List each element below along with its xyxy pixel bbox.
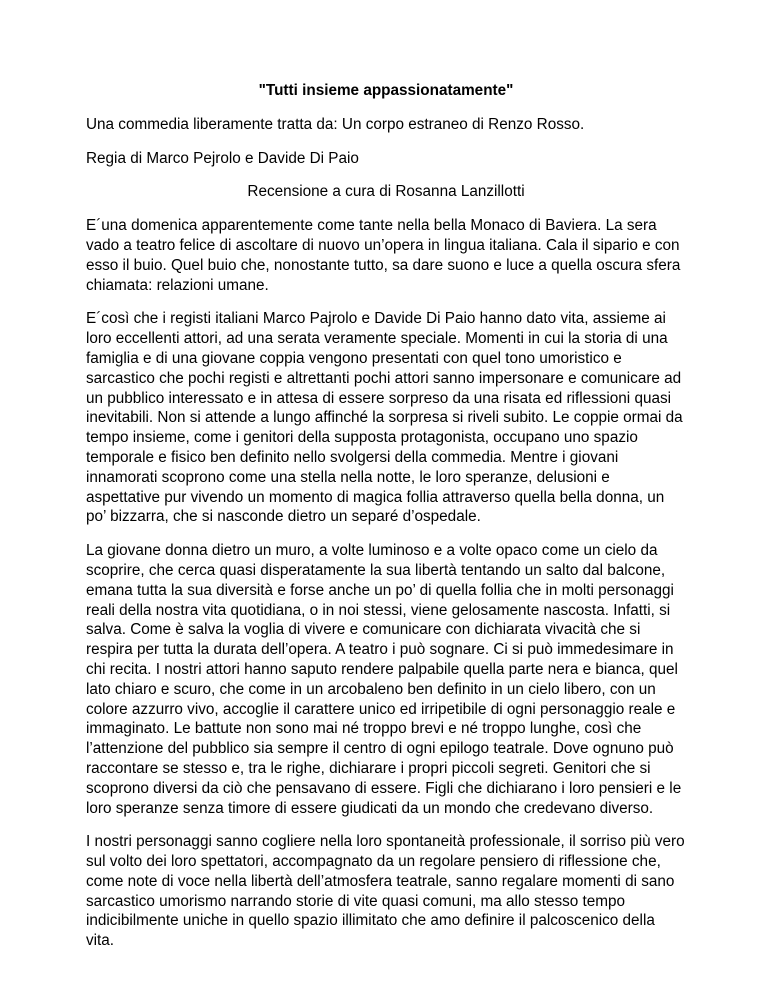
paragraph-intro: E´una domenica apparentemente come tante nella bella Monaco di Baviera. La sera vado a teatro felice di ascoltare di nuovo un’opera in lingua italiana. Cala il sipario e con esso il buio. Quel buio che, nonostante tutto, sa dare suono e luce a quella oscura sfera chiamata: relazioni umane.	[86, 217, 681, 294]
paragraph-young-woman: La giovane donna dietro un muro, a volte luminoso e a volte opaco come un cielo da scoprire, che cerca quasi disperatamente la sua libertà tentando un salto dal balcone, emana tutta la sua diversità e forse anche un po’ di quella follia che in molti personaggi reali della nostra vita quotidiana, o in noi stessi, viene gelosamente nascosta. Infatti, si salva. Come è salva la voglia di vivere e comunicare con dichiarata vivacità che si respira per tutta la durata dell’opera. A teatro i può sognare. Ci si può immedesimare in chi recita. I nostri attori hanno saputo rendere palpabile quella parte nera e bianca, quel lato chiaro e scuro, che come in un arcobaleno ben definito in un cielo libero, con un colore azzurro vivo, accoglie il carattere unico ed irripetibile di ogni personaggio reale e immaginato. Le battute non sono mai né troppo brevi e né troppo lunghe, così che l’attenzione del pubblico sia sempre il centro di ogni epilogo teatrale. Dove ognuno può raccontare se stesso e, tra le righe, dichiarare i propri piccoli segreti. Genitori che si scoprono diversi da ciò che pensavano di essere. Figli che dichiarano i loro pensieri e le loro speranze senza timore di essere giudicati da un mondo che credevano diverso.	[86, 542, 682, 817]
document-title: "Tutti insieme appassionatamente"	[258, 82, 514, 99]
review-credit: Recensione a cura di Rosanna Lanzillotti	[247, 183, 525, 201]
direction-credit: Regia di Marco Pejrolo e Davide Di Paio	[86, 149, 359, 167]
document-subtitle: Una commedia liberamente tratta da: Un corpo estraneo di Renzo Rosso.	[86, 115, 585, 133]
paragraph-directors: E´così che i registi italiani Marco Pajrolo e Davide Di Paio hanno dato vita, assieme ai loro eccellenti attori, ad una serata veramente speciale. Momenti in cui la storia di una famiglia e di una giovane coppia vengono presentati con quel tono umoristico e sarcastico che pochi registi e altrettanti pochi attori sanno impersonare e comunicare ad un pubblico interessato e in attesa di essere sorpreso da una risata ed riflessioni quasi inevitabili. Non si attende a lungo affinché la sorpresa si riveli subito. Le coppie ormai da tempo insieme, come i genitori della supposta protagonista, occupano uno spazio temporale e fisico ben definito nello svolgersi della commedia. Mentre i giovani innamorati scoprono come una stella nella notte, le loro speranze, delusioni e aspettative pur vivendo un momento di magica follia attraverso quella bella donna, un po’ bizzarra, che si nasconde dietro un separé d’ospedale.	[86, 310, 683, 526]
document-body	[86, 81, 686, 965]
paragraph-characters: I nostri personaggi sanno cogliere nella loro spontaneità professionale, il sorriso più vero sul volto dei loro spettatori, accompagnato da un regolare pensiero di riflessione che, come note di voce nella libertà dell’atmosfera teatrale, sanno regalare momenti di sano sarcastico umorismo narrando storie di vite quasi comuni, ma allo stesso tempo indicibilmente uniche in quello spazio illimitato che amo definire il palcoscenico della vita.	[86, 833, 685, 950]
